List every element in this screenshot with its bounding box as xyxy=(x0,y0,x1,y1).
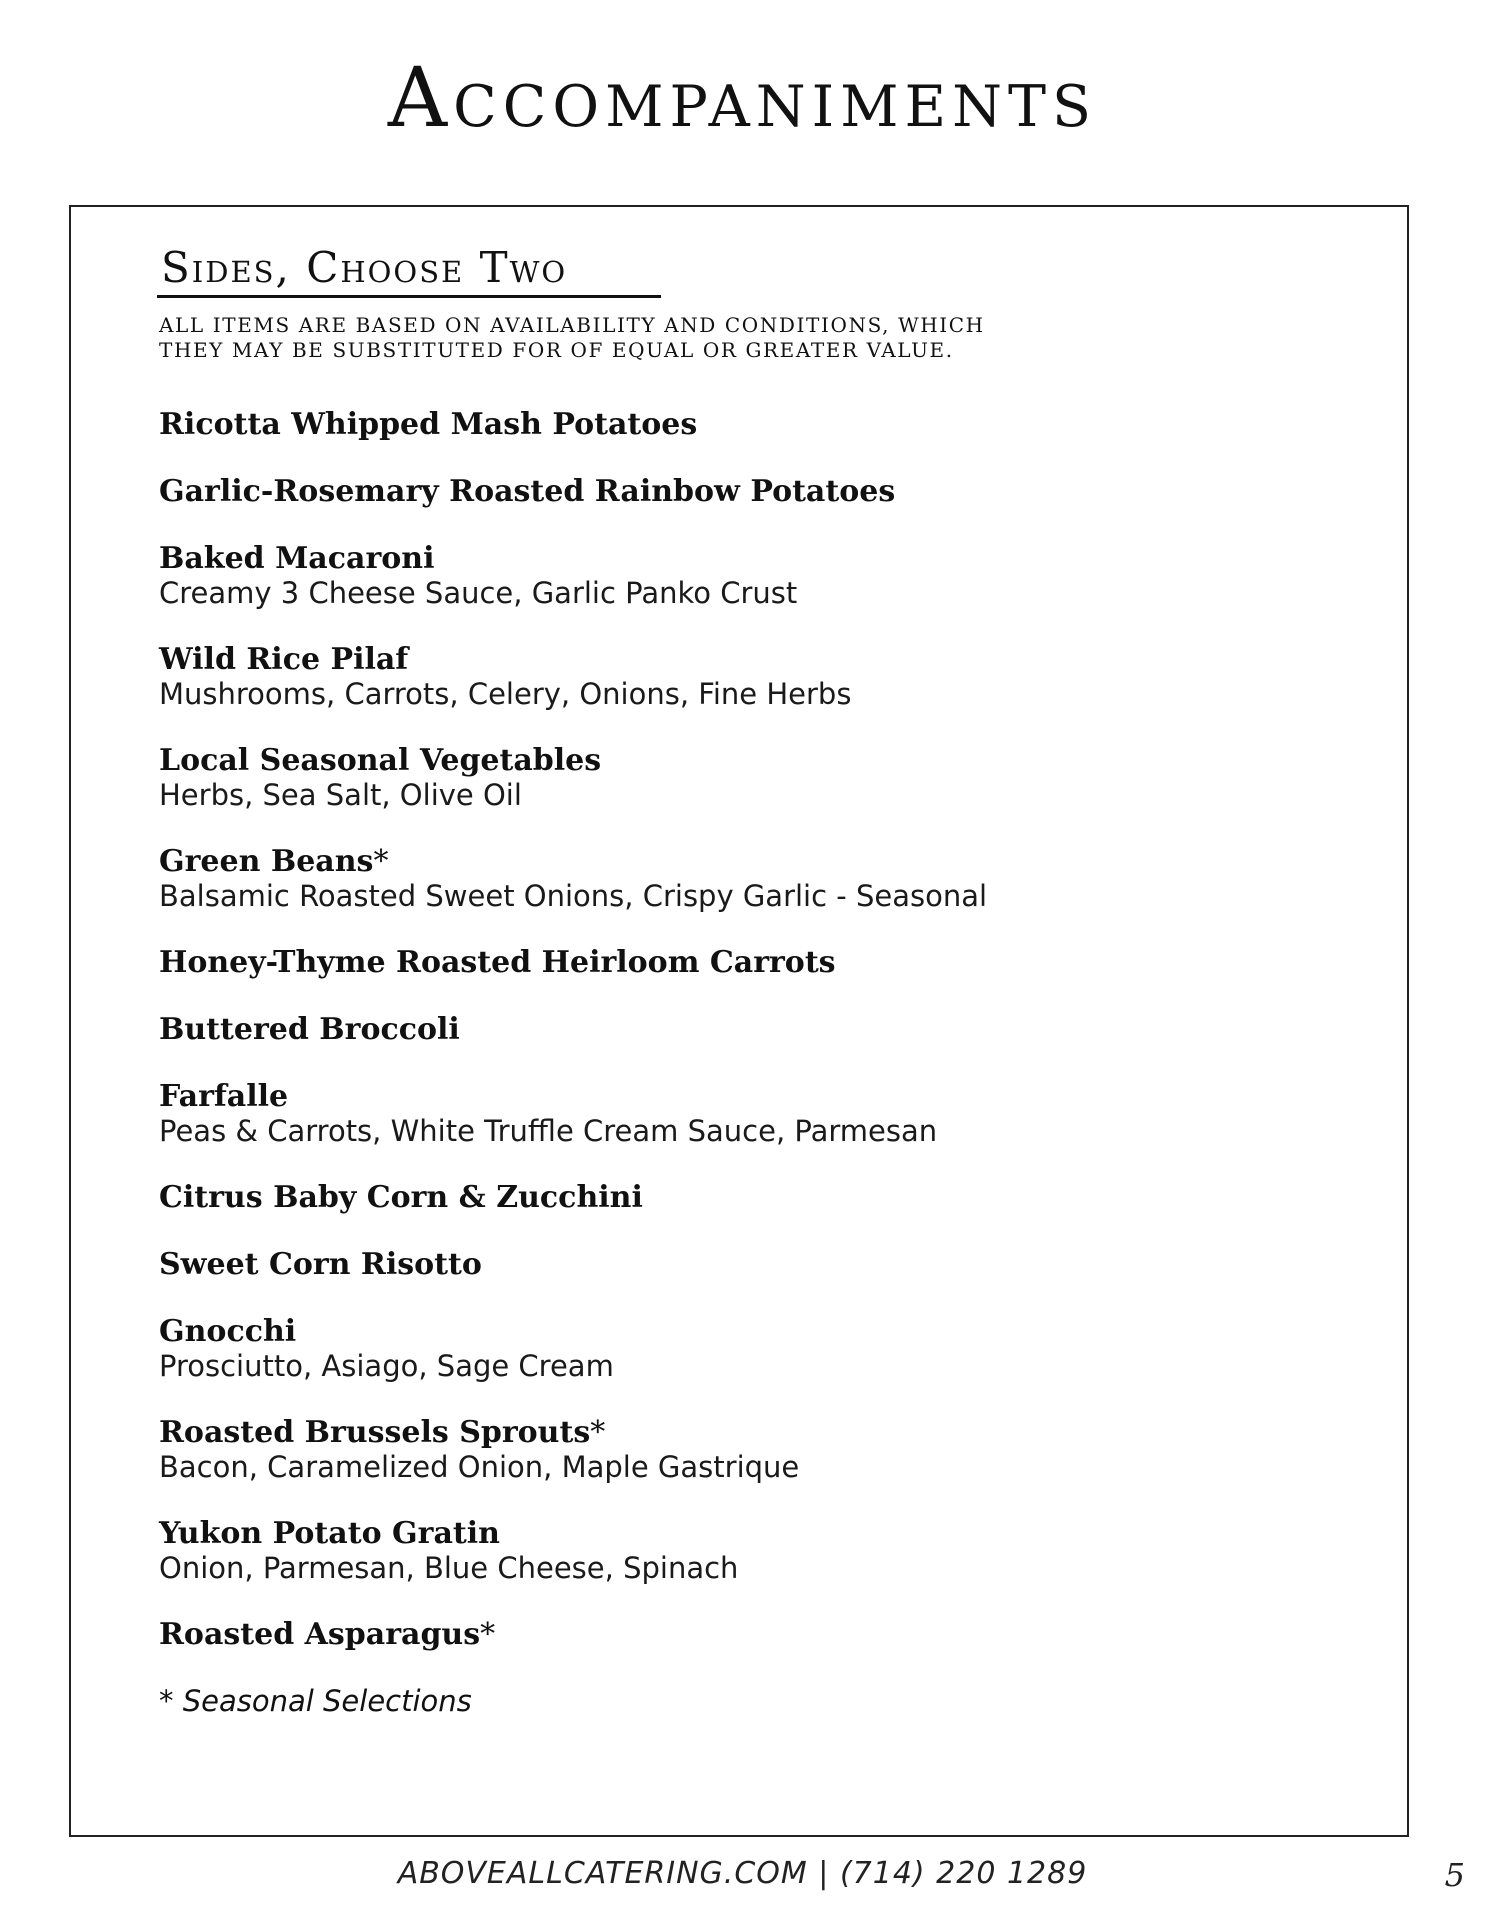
item-name: Garlic-Rosemary Roasted Rainbow Potatoes xyxy=(159,474,896,509)
side-items-list xyxy=(159,407,1309,1719)
item-description: Peas & Carrots, White Truffle Cream Sauce, Parmesan xyxy=(159,1114,938,1148)
item-name: Citrus Baby Corn & Zucchini xyxy=(159,1180,643,1215)
item-name: Local Seasonal Vegetables xyxy=(159,743,602,778)
item-name: Sweet Corn Risotto xyxy=(159,1247,482,1282)
availability-disclaimer xyxy=(159,313,1059,363)
disclaimer-line-2: THEY MAY BE SUBSTITUTED FOR OF EQUAL OR GREATER VALUE. xyxy=(159,338,954,362)
item-description: Herbs, Sea Salt, Olive Oil xyxy=(159,778,522,812)
menu-item xyxy=(159,1079,1309,1148)
seasonal-asterisk: * xyxy=(373,844,389,879)
menu-item xyxy=(159,407,1309,442)
section-heading: Sides, Choose Two xyxy=(157,247,661,298)
item-name: Wild Rice Pilaf xyxy=(159,642,409,677)
item-name: Green Beans* xyxy=(159,844,389,879)
page-title: Accompaniments xyxy=(387,51,1098,146)
item-description: Balsamic Roasted Sweet Onions, Crispy Garlic - Seasonal xyxy=(159,879,988,913)
menu-item xyxy=(159,642,1309,711)
menu-item xyxy=(159,1617,1309,1652)
menu-box xyxy=(69,205,1409,1837)
menu-item xyxy=(159,1415,1309,1484)
item-description: Onion, Parmesan, Blue Cheese, Spinach xyxy=(159,1551,739,1585)
seasonal-asterisk: * xyxy=(480,1617,496,1652)
seasonal-asterisk: * xyxy=(590,1415,606,1450)
item-name: Roasted Asparagus* xyxy=(159,1617,496,1652)
menu-item xyxy=(159,1180,1309,1215)
item-name: Baked Macaroni xyxy=(159,541,435,576)
footer-contact: ABOVEALLCATERING.COM | (714) 220 1289 xyxy=(397,1856,1088,1891)
menu-item xyxy=(159,1247,1309,1282)
item-name: Honey-Thyme Roasted Heirloom Carrots xyxy=(159,945,836,980)
item-description: Mushrooms, Carrots, Celery, Onions, Fine Herbs xyxy=(159,677,852,711)
item-name: Yukon Potato Gratin xyxy=(159,1516,500,1551)
menu-item xyxy=(159,541,1309,610)
menu-item xyxy=(159,1516,1309,1585)
menu-item xyxy=(159,1012,1309,1047)
seasonal-footnote: * Seasonal Selections xyxy=(159,1684,472,1718)
menu-item xyxy=(159,743,1309,812)
menu-item xyxy=(159,844,1309,913)
item-name: Buttered Broccoli xyxy=(159,1012,460,1047)
item-name: Roasted Brussels Sprouts* xyxy=(159,1415,606,1450)
item-name: Gnocchi xyxy=(159,1314,297,1349)
disclaimer-line-1: ALL ITEMS ARE BASED ON AVAILABILITY AND CONDITIONS, WHICH xyxy=(159,313,985,337)
item-description: Prosciutto, Asiago, Sage Cream xyxy=(159,1349,614,1383)
item-name: Farfalle xyxy=(159,1079,289,1114)
item-description: Bacon, Caramelized Onion, Maple Gastrique xyxy=(159,1450,800,1484)
page-number: 5 xyxy=(1444,1856,1465,1894)
menu-item xyxy=(159,1314,1309,1383)
item-description: Creamy 3 Cheese Sauce, Garlic Panko Crust xyxy=(159,576,798,610)
menu-item xyxy=(159,945,1309,980)
item-name: Ricotta Whipped Mash Potatoes xyxy=(159,407,698,442)
menu-item xyxy=(159,474,1309,509)
